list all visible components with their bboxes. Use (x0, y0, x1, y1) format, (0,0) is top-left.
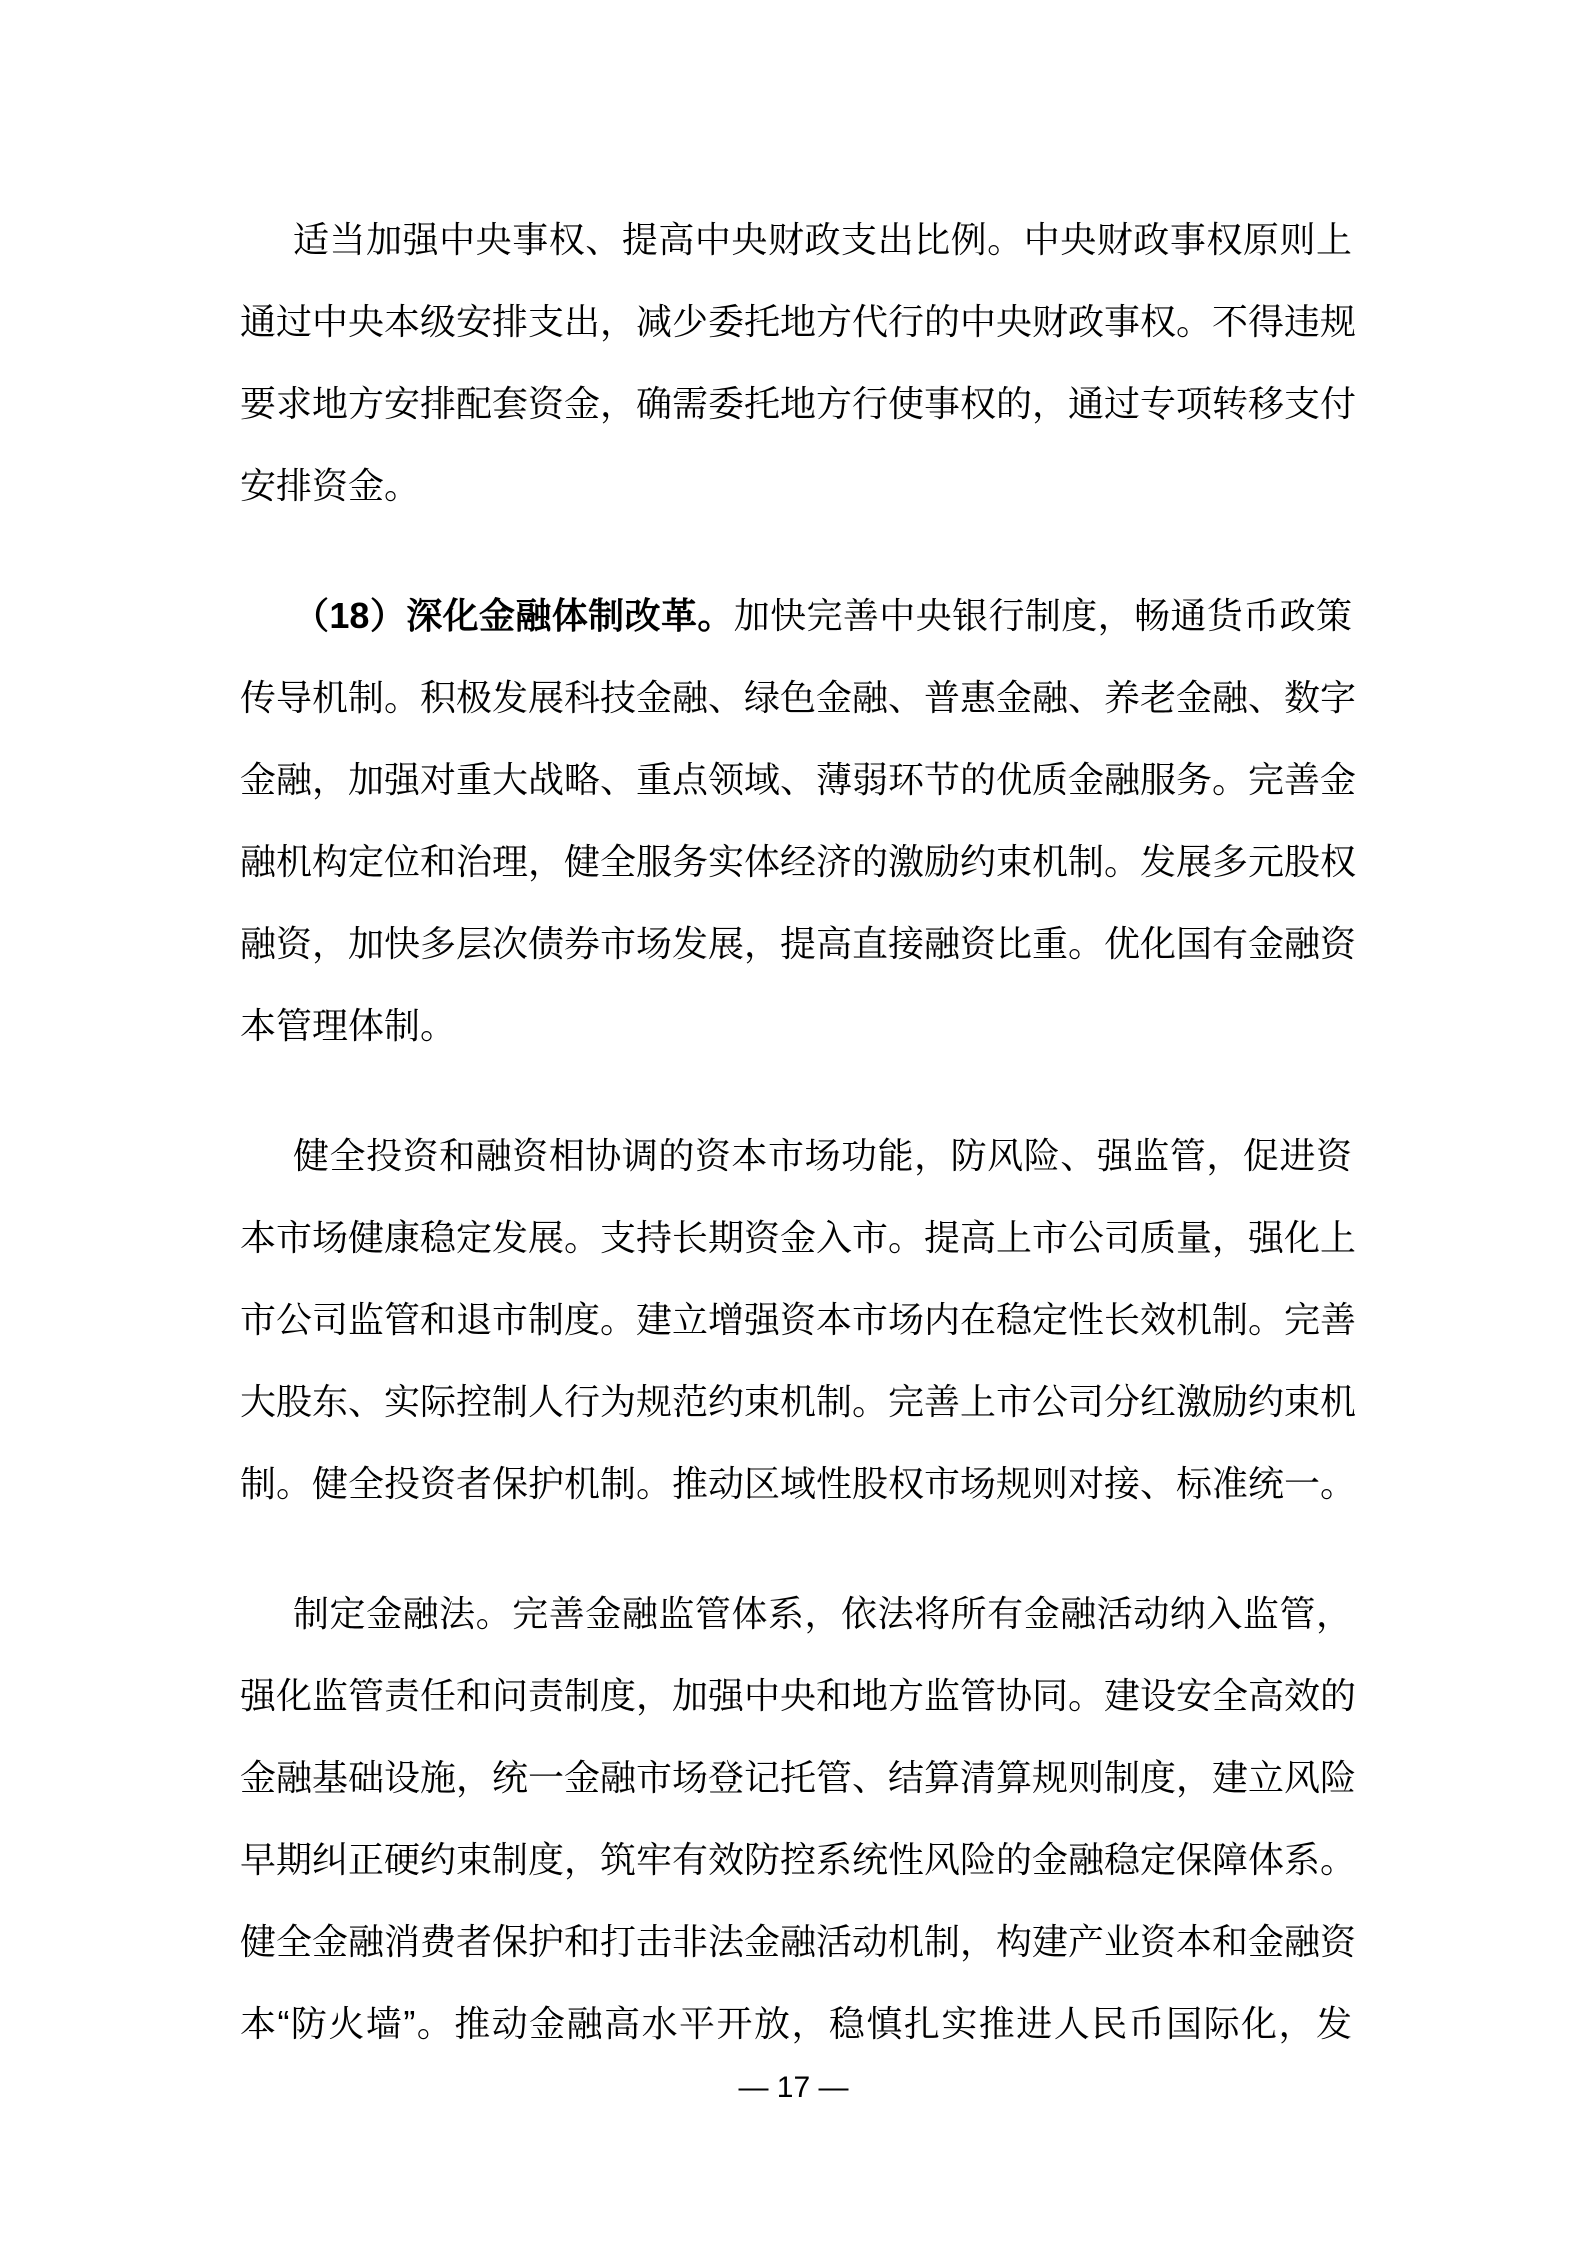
text-run: 加快完善中央银行制度，畅通货币政策 (733, 595, 1352, 636)
text-line: 融机构定位和治理，健全服务实体经济的激励约束机制。发展多元股权 (240, 841, 1357, 882)
text-line: 强化监管责任和问责制度，加强中央和地方监管协同。建设安全高效的 (240, 1675, 1357, 1716)
text-line: 本市场健康稳定发展。支持长期资金入市。提高上市公司质量，强化上 (240, 1217, 1357, 1258)
text-line: 市公司监管和退市制度。建立增强资本市场内在稳定性长效机制。完善 (240, 1299, 1357, 1340)
text-line: 要求地方安排配套资金，确需委托地方行使事权的，通过专项转移支付 (240, 383, 1357, 424)
text-line: 适当加强中央事权、提高中央财政支出比例。中央财政事权原则上 (293, 219, 1352, 260)
paragraph-18-financial-system-reform (240, 575, 1357, 1067)
paragraph-central-fiscal-authority (240, 199, 1357, 527)
page-number: — 17 — (738, 2071, 849, 2104)
text-line: 金融，加强对重大战略、重点领域、薄弱环节的优质金融服务。完善金 (240, 759, 1357, 800)
text-line: 通过中央本级安排支出，减少委托地方代行的中央财政事权。不得违规 (240, 301, 1357, 342)
text-line: 大股东、实际控制人行为规范约束机制。完善上市公司分红激励约束机 (240, 1381, 1357, 1422)
paragraph-financial-law (240, 1573, 1357, 2065)
text-line: 早期纠正硬约束制度，筑牢有效防控系统性风险的金融稳定保障体系。 (240, 1839, 1357, 1880)
item-18-heading: （18）深化金融体制改革。 (293, 595, 734, 636)
text-line: 健全金融消费者保护和打击非法金融活动机制，构建产业资本和金融资 (240, 1921, 1357, 1962)
text-line: 本管理体制。 (240, 1005, 457, 1046)
text-line: 健全投资和融资相协调的资本市场功能，防风险、强监管，促进资 (293, 1135, 1352, 1176)
text-line: 金融基础设施，统一金融市场登记托管、结算清算规则制度，建立风险 (240, 1757, 1357, 1798)
text-line: 融资，加快多层次债券市场发展，提高直接融资比重。优化国有金融资 (240, 923, 1357, 964)
text-line (240, 575, 1352, 657)
paragraph-capital-market (240, 1115, 1357, 1525)
text-line: 制。健全投资者保护机制。推动区域性股权市场规则对接、标准统一。 (240, 1463, 1357, 1504)
text-line: 安排资金。 (240, 465, 421, 506)
text-line: 制定金融法。完善金融监管体系，依法将所有金融活动纳入监管， (293, 1593, 1352, 1634)
document-body (240, 0, 1357, 2113)
text-line: 传导机制。积极发展科技金融、绿色金融、普惠金融、养老金融、数字 (240, 677, 1357, 718)
text-line: 本“防火墙”。推动金融高水平开放，稳慎扎实推进人民币国际化，发 (240, 2003, 1352, 2044)
